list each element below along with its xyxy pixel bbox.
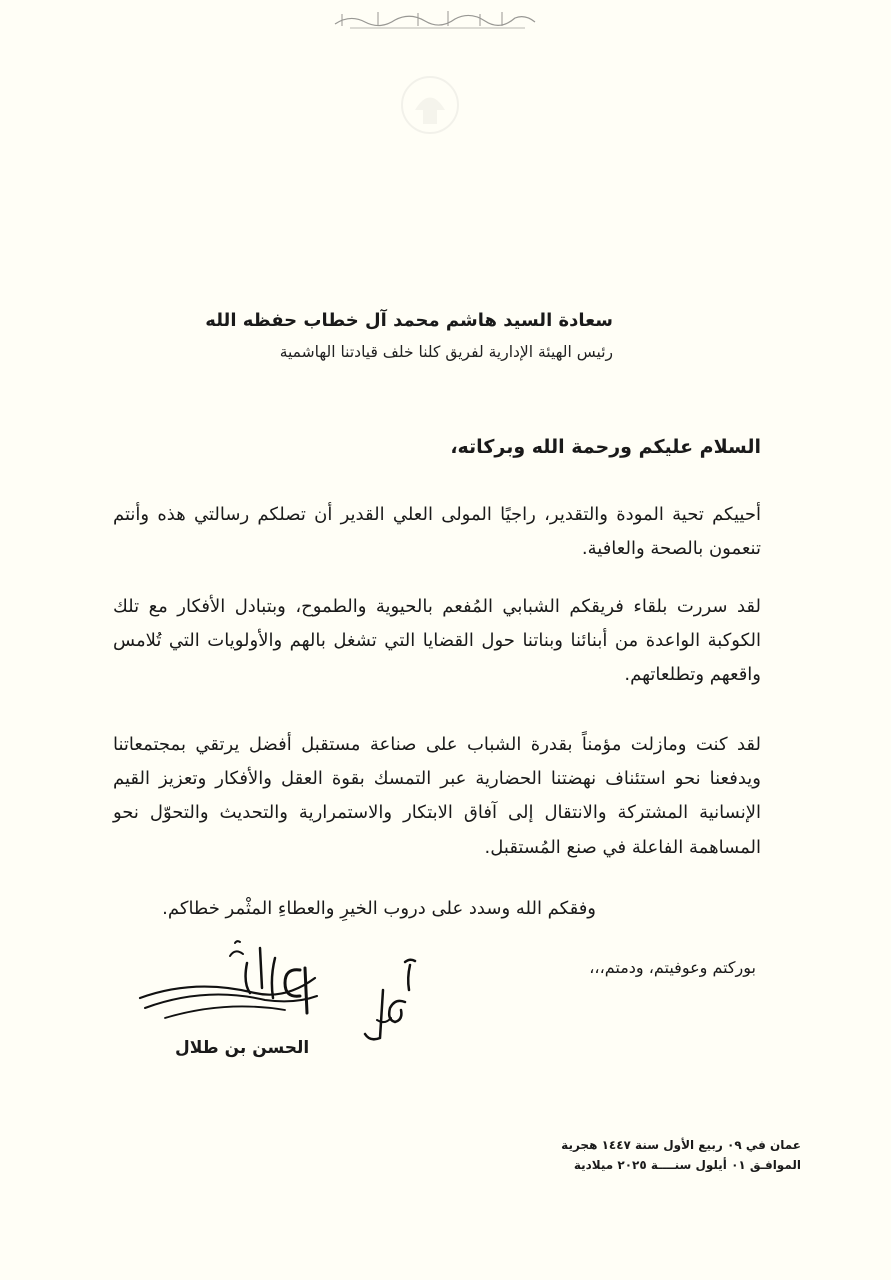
body-paragraph: لقد كنت ومازلت مؤمناً بقدرة الشباب على صناعة مستقبل أفضل يرتقي بمجتمعاتنا ويدفعنا نحو استئناف نهضتنا الحضارية عبر التمسك بقوة العقل والأفكار وتعزيز القيم الإنسانية المشتركة والانتقال إلى آفاق الابتكار والاستمرارية والتحديث والتحوّل نحو المساهمة الفاعلة في صنع المُستقبل.: [113, 734, 761, 858]
signature-scribble: [135, 938, 320, 1033]
basmala-calligraphy: [330, 6, 540, 30]
hijri-date: عمان في ٠٩ ربيع الأول سنة ١٤٤٧ هجرية: [561, 1138, 801, 1152]
recipient-title: رئيس الهيئة الإدارية لفريق كلنا خلف قيادتنا الهاشمية: [279, 343, 613, 361]
closing-wish: وفقكم الله وسدد على دروب الخيرِ والعطاءِ المثْمر خطاكم.: [162, 898, 596, 919]
recipient-name: سعادة السيد هاشم محمد آل خطاب حفظه الله: [205, 310, 613, 331]
body-paragraph: لقد سررت بلقاء فريقكم الشبابي المُفعم بالحيوية والطموح، وبتبادل الأفكار مع تلك الكوكبة الواعدة من أبنائنا وبناتنا حول القضايا التي تشغل بالهم والأولويات التي تُلامس واقعهم وتطلعاتهم.: [113, 596, 761, 686]
signatory-name: الحسن بن طلال: [175, 1038, 310, 1058]
gregorian-date: الموافـق ٠١ أيلول سنــــة ٢٠٢٥ ميلادية: [573, 1158, 801, 1172]
body-paragraph: أحييكم تحية المودة والتقدير، راجيًا المولى العلي القدير أن تصلكم رسالتي هذه وأنتم تنعمون بالصحة والعافية.: [113, 504, 761, 560]
closing-regards: بوركتم وعوفيتم، ودمتم،،،: [589, 958, 756, 977]
royal-crest-watermark-icon: [395, 70, 465, 140]
handwritten-akhukum: [355, 950, 425, 1050]
greeting: السلام عليكم ورحمة الله وبركاته،: [450, 436, 761, 458]
